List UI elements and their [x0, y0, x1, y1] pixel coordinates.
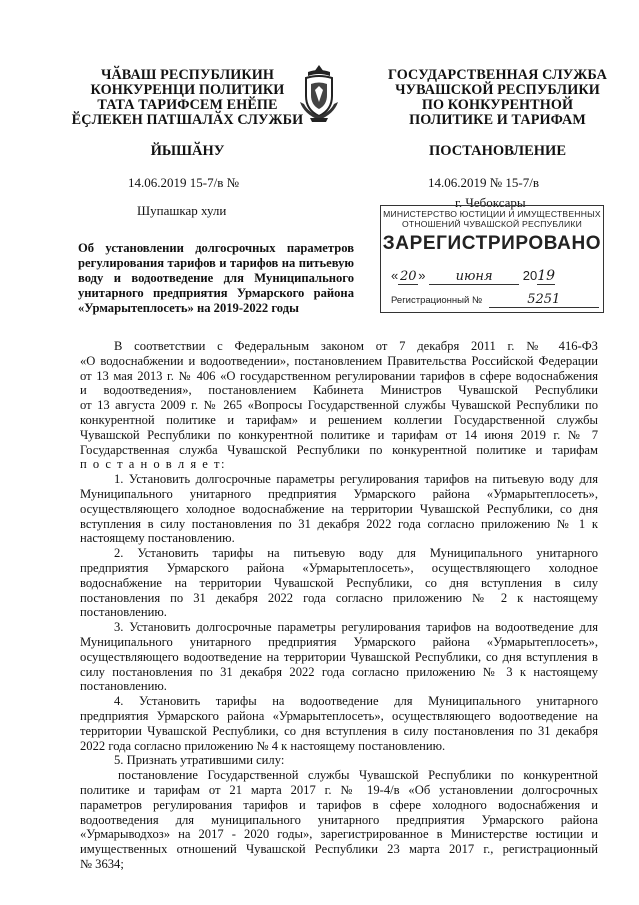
stamp-quote: « — [391, 268, 399, 283]
left-date-line: 14.06.2019 15-7/в № — [128, 175, 239, 190]
body-line: от 13 мая 2013 г. № 406 «О государственном регулировании тарифов в сфере водоснабжения — [80, 368, 598, 383]
left-doc-type: ЙЫШӐНУ — [150, 143, 225, 159]
body-line: 1. Установить долгосрочные параметры регулирования тарифов на питьевую воду для — [114, 472, 598, 487]
stamp-date-day: 20 — [399, 269, 417, 284]
body-line: параметров регулирования тарифов и тарифов в сфере холодного водоснабжения и — [80, 797, 598, 812]
subject-line: воду и водоотведение для Муниципального — [78, 271, 354, 285]
body-line: постановлению. — [80, 679, 167, 694]
left-header-line: ЧӐВАШ РЕСПУБЛИКИН — [100, 67, 275, 83]
body-line: от 13 августа 2009 г. № 265 «Вопросы Государственной службы Чувашской Республики по — [80, 398, 598, 413]
subject-line: унитарного предприятия Урмарского района — [78, 286, 354, 300]
body-line: настоящему постановлению. — [80, 531, 235, 546]
left-header-line: ӖҪЛЕКЕН ПАТШАЛӐХ СЛУЖБИ — [71, 112, 304, 128]
right-header-line: ПОЛИТИКЕ И ТАРИФАМ — [409, 112, 586, 128]
item-2-paragraph — [80, 546, 598, 620]
left-header-org — [70, 68, 305, 128]
body-line: 5. Признать утратившими силу: — [114, 753, 285, 768]
stamp-ministry-line: ОТНОШЕНИЙ ЧУВАШСКОЙ РЕСПУБЛИКИ — [402, 219, 582, 229]
document-body — [80, 339, 598, 872]
item-3-paragraph — [80, 620, 598, 694]
item-5-paragraph — [80, 753, 598, 871]
body-line: постановления по 31 декабря 2022 года согласно приложению № 2 к настоящему — [80, 590, 598, 605]
body-line: Муниципального унитарного предприятия Урмарского района «Урмарытеплосеть», — [80, 486, 598, 501]
body-line: «Урмарыводхоз» на 2017 - 2020 годы», зарегистрированное в Министерстве юстиции и — [80, 827, 598, 842]
stamp-date-month: июня — [429, 269, 519, 285]
item-4-paragraph — [80, 694, 598, 753]
body-line: п о с т а н о в л я е т: — [80, 457, 227, 472]
item-1-paragraph — [80, 472, 598, 546]
body-line: постановление Государственной службы Чувашской Республики по конкурентной — [118, 768, 598, 783]
body-line: силу постановления по 31 декабря 2022 года согласно приложению № 3 к настоящему — [80, 664, 598, 679]
right-header-line: ЧУВАШСКОЙ РЕСПУБЛИКИ — [395, 82, 600, 98]
body-line: Государственная служба Чувашской Республики по конкурентной политике и тарифам — [80, 442, 598, 457]
subject-line: регулирования тарифов и тарифов на питьевую — [78, 256, 354, 270]
body-line: политике и тарифам от 21 марта 2017 г. № 19-4/в «Об установлении долгосрочных — [80, 782, 598, 797]
stamp-date-year: 19 — [537, 268, 556, 284]
stamp-title: ЗАРЕГИСТРИРОВАНО — [382, 233, 602, 254]
subject-line: «Урмарытеплосеть» на 2019-2022 годы — [78, 301, 299, 315]
document-subject — [78, 241, 354, 316]
stamp-reg-label: Регистрационный № — [391, 295, 483, 306]
body-line: Муниципального унитарного предприятия Урмарского района «Урмарытеплосеть», — [80, 634, 598, 649]
right-header-line: ПО КОНКУРЕНТНОЙ — [421, 97, 574, 113]
left-header-line: ТАТА ТАРИФСЕМ ЕНӖПЕ — [97, 97, 278, 113]
right-doc-type: ПОСТАНОВЛЕНИЕ — [428, 143, 566, 159]
body-line: водоотведения для муниципального унитарного предприятия Урмарского района — [80, 812, 598, 827]
body-line: и водоотведения», постановлением Кабинета Министров Чувашской Республики — [80, 383, 598, 398]
stamp-date-row — [391, 268, 555, 285]
body-line: предприятия Урмарского района «Урмарытеплосеть», осуществляющего водоотведение на — [80, 708, 598, 723]
right-date-line: 14.06.2019 № 15-7/в — [428, 175, 539, 190]
left-city: Шупашкар хули — [137, 203, 227, 218]
body-line: осуществляющего холодное водоснабжение на территории Чувашской Республики, со дня — [80, 501, 598, 516]
body-line: вступления в силу постановления по 31 декабря 2022 года согласно приложению № 1 к — [80, 516, 598, 531]
right-header-org — [380, 68, 615, 128]
stamp-quote: » — [418, 268, 426, 283]
stamp-year-prefix: 20 — [522, 268, 538, 283]
body-line: «О водоснабжении и водоотведении», постановлением Правительства Российской Федерации — [80, 353, 598, 368]
body-line: осуществляющего водоотведение на территории Чувашской Республики, со дня вступления в — [80, 649, 598, 664]
stamp-reg-number: 5251 — [489, 292, 599, 308]
right-city: г. Чебоксары — [455, 195, 526, 210]
body-line: 3. Установить долгосрочные параметры регулирования тарифов на водоотведение для — [114, 620, 598, 635]
body-line: Чувашской Республики по конкурентной политике и тарифам от 14 июня 2019 г. № 7 — [80, 427, 598, 442]
body-line: территории Чувашской Республики, со дня вступления в силу постановления по 31 декабря — [80, 723, 598, 738]
body-line: 2. Установить тарифы на питьевую воду для Муниципального унитарного — [114, 546, 598, 561]
body-line: № 3634; — [80, 856, 124, 871]
coat-of-arms-emblem — [296, 62, 342, 124]
body-line: конкурентной политике и тарифам» и решением коллегии Государственной службы — [80, 412, 598, 427]
body-line: В соответствии с Федеральным законом от 7 декабря 2011 г. № 416-ФЗ — [114, 339, 598, 353]
body-line: 4. Установить тарифы на водоотведение для Муниципального унитарного — [114, 694, 598, 709]
body-line: 2022 года согласно приложению № 4 к настоящему постановлению. — [80, 738, 446, 753]
body-line: водоснабжение на территории Чувашской Республики, со дня вступления в силу — [80, 575, 598, 590]
preamble-paragraph — [80, 339, 598, 472]
stamp-ministry-line: МИНИСТЕРСТВО ЮСТИЦИИ И ИМУЩЕСТВЕННЫХ — [383, 209, 601, 219]
right-header-line: ГОСУДАРСТВЕННАЯ СЛУЖБА — [387, 67, 608, 83]
registration-stamp — [380, 205, 604, 313]
body-line: постановлению. — [80, 605, 167, 620]
left-header-line: КОНКУРЕНЦИ ПОЛИТИКИ — [90, 82, 285, 98]
subject-line: Об установлении долгосрочных параметров — [78, 241, 354, 255]
body-line: имущественных отношений Чувашской Республики 23 марта 2017 г., регистрационный — [80, 842, 598, 857]
stamp-reg-row — [391, 292, 599, 308]
body-line: предприятия Урмарского района «Урмарытеплосеть», осуществляющего холодное — [80, 560, 598, 575]
